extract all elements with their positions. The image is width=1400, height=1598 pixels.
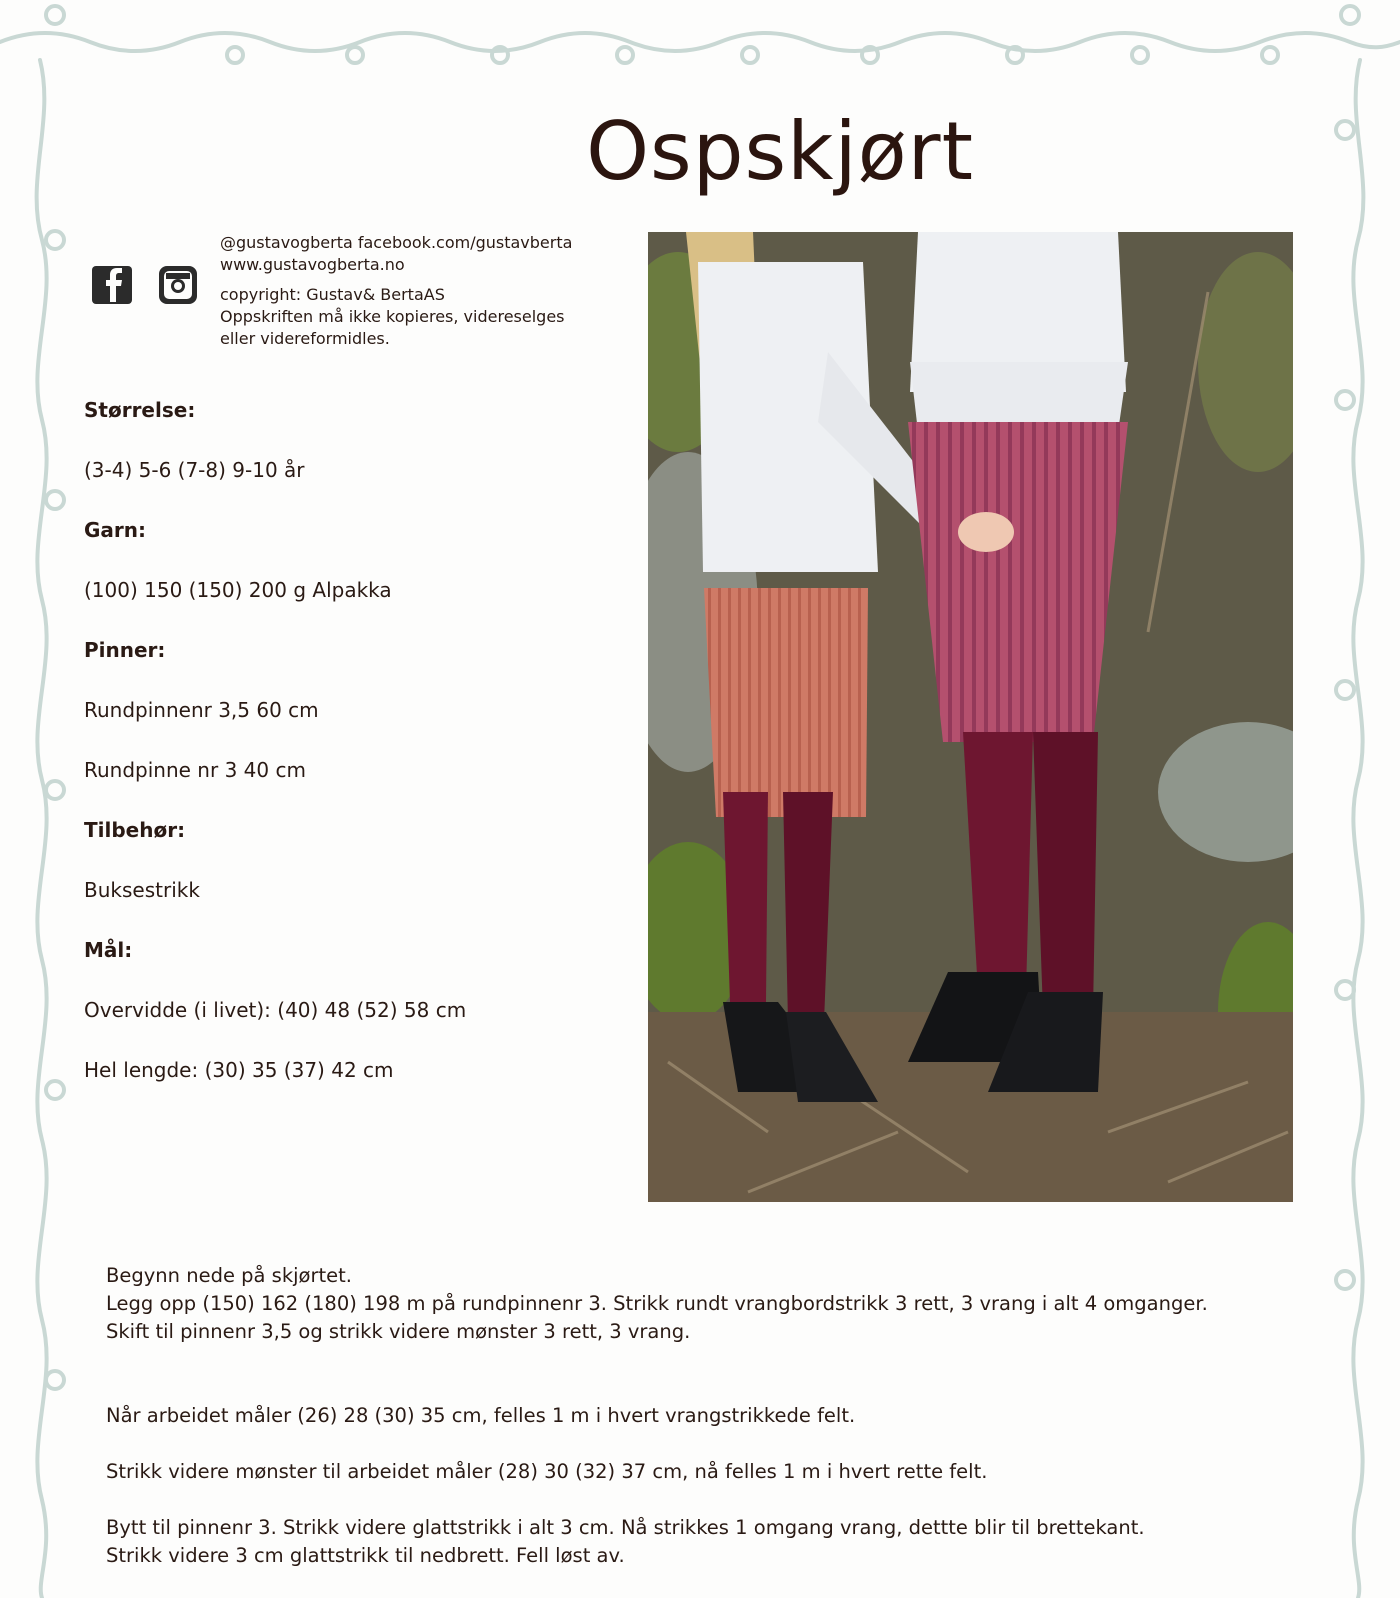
facebook-icon[interactable] (90, 262, 134, 308)
instruction-line: Skift til pinnenr 3,5 og strikk videre mønster 3 rett, 3 vrang. (106, 1320, 691, 1343)
website-link[interactable]: www.gustavogberta.no (220, 255, 405, 274)
size-label: Størrelse: (84, 398, 196, 422)
copyright-notice-1: Oppskriften må ikke kopieres, videreselges (220, 307, 565, 326)
needles-label: Pinner: (84, 638, 166, 662)
instruction-line: Når arbeidet måler (26) 28 (30) 35 cm, felles 1 m i hvert vrangstrikkede felt. (106, 1404, 856, 1427)
instruction-line: Legg opp (150) 162 (180) 198 m på rundpinnenr 3. Strikk rundt vrangbordstrikk 3 rett, 3 vrang i alt 4 omganger. (106, 1292, 1208, 1315)
waist-measurement: Overvidde (i livet): (40) 48 (52) 58 cm (84, 998, 467, 1022)
needles-value-2: Rundpinne nr 3 40 cm (84, 758, 306, 782)
instruction-line: Bytt til pinnenr 3. Strikk videre glattstrikk i alt 3 cm. Nå strikkes 1 omgang vrang, dettte blir til brettekant. (106, 1516, 1145, 1539)
length-measurement: Hel lengde: (30) 35 (37) 42 cm (84, 1058, 394, 1082)
instruction-line: Strikk videre 3 cm glattstrikk til nedbrett. Fell løst av. (106, 1544, 625, 1567)
copyright-text: copyright: Gustav& BertaAS (220, 285, 445, 304)
measurements-label: Mål: (84, 938, 133, 962)
needles-value-1: Rundpinnenr 3,5 60 cm (84, 698, 319, 722)
knitting-instructions (106, 1262, 1366, 1570)
accessories-value: Buksestrikk (84, 878, 200, 902)
accessories-label: Tilbehør: (84, 818, 186, 842)
instruction-line: Begynn nede på skjørtet. (106, 1264, 352, 1287)
size-value: (3-4) 5-6 (7-8) 9-10 år (84, 458, 305, 482)
instagram-icon[interactable] (156, 262, 200, 308)
yarn-label: Garn: (84, 518, 147, 542)
instruction-line: Strikk videre mønster til arbeidet måler (28) 30 (32) 37 cm, nå felles 1 m i hvert rette felt. (106, 1460, 988, 1483)
page-title: Ospskjørt (586, 105, 974, 198)
contact-info (220, 232, 572, 350)
social-handles: @gustavogberta facebook.com/gustavberta (220, 233, 573, 252)
copyright-notice-2: eller videreformidles. (220, 329, 390, 348)
yarn-value: (100) 150 (150) 200 g Alpakka (84, 578, 392, 602)
skirt-photo (648, 232, 1293, 1202)
